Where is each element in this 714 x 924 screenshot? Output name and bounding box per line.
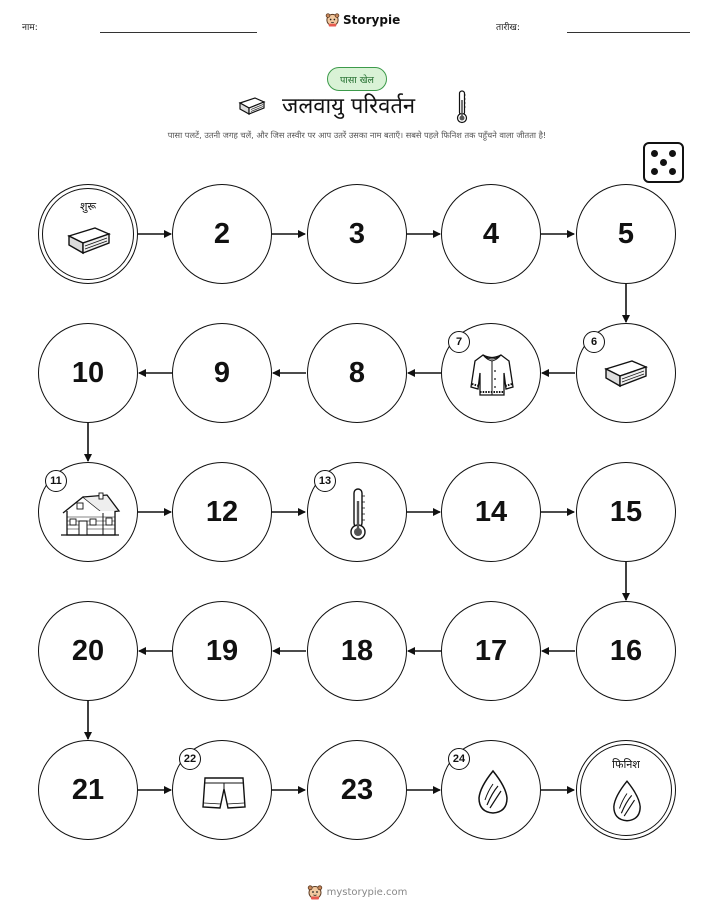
footer-url[interactable]: mystorypie.com: [326, 886, 408, 898]
board-space-19[interactable]: [172, 601, 272, 701]
space-number-badge: 7: [448, 331, 470, 353]
page-title: जलवायु परिवर्तन: [282, 94, 416, 119]
board-space-13[interactable]: [307, 462, 407, 562]
space-number-badge: 22: [179, 748, 201, 770]
shorts-icon: [201, 775, 247, 811]
space-number-badge: 11: [45, 470, 67, 492]
board-space-12[interactable]: [172, 462, 272, 562]
space-number: 5: [617, 217, 635, 250]
water-drop-icon: [611, 779, 643, 823]
thermometer-icon: [455, 90, 469, 124]
space-number: 10: [71, 356, 105, 389]
board-space-24[interactable]: [441, 740, 541, 840]
space-number: 19: [205, 634, 239, 667]
water-drop-icon: [476, 769, 510, 815]
instructions: पासा पलटें, उतनी जगह चलें, और जिस तस्वीर पर आप उतरें उसका नाम बताएँ। सबसे पहले फिनिश तक पहुँचने वाला जीतता है!: [167, 130, 547, 140]
space-number: 21: [71, 773, 105, 806]
space-number: 12: [205, 495, 239, 528]
space-number: 8: [348, 356, 366, 389]
space-number: 3: [348, 217, 366, 250]
start-label: शुरू: [79, 200, 97, 213]
book-icon: [237, 96, 267, 118]
board-space-10[interactable]: [38, 323, 138, 423]
space-number: 15: [609, 495, 643, 528]
brand-logo: [325, 12, 400, 27]
book-icon: [601, 358, 651, 392]
board-space-finish[interactable]: [576, 740, 676, 840]
space-number: 2: [213, 217, 231, 250]
space-number: 23: [340, 773, 374, 806]
space-number: 17: [474, 634, 508, 667]
board-space-11[interactable]: [38, 462, 138, 562]
board-space-15[interactable]: [576, 462, 676, 562]
board-space-23[interactable]: [307, 740, 407, 840]
title-row: [0, 88, 714, 128]
board-space-14[interactable]: [441, 462, 541, 562]
board-space-5[interactable]: [576, 184, 676, 284]
board-space-17[interactable]: [441, 601, 541, 701]
storypie-mascot-icon: [307, 884, 323, 900]
game-type-badge: पासा खेल: [327, 67, 387, 91]
board-space-2[interactable]: [172, 184, 272, 284]
date-label: तारीख:: [496, 23, 520, 33]
footer: [0, 884, 714, 900]
house-icon: [59, 491, 121, 539]
coat-icon: [469, 351, 515, 399]
name-line[interactable]: [100, 32, 257, 33]
board-space-22[interactable]: [172, 740, 272, 840]
space-number: 4: [482, 217, 500, 250]
finish-label: फिनिश: [612, 758, 640, 771]
board-space-4[interactable]: [441, 184, 541, 284]
board-space-21[interactable]: [38, 740, 138, 840]
brand-name: Storypie: [343, 12, 401, 27]
board-space-start[interactable]: [38, 184, 138, 284]
storypie-mascot-icon: [325, 12, 340, 27]
board-space-18[interactable]: [307, 601, 407, 701]
space-number: 14: [474, 495, 508, 528]
space-number-badge: 13: [314, 470, 336, 492]
board-space-7[interactable]: [441, 323, 541, 423]
space-number: 18: [340, 634, 374, 667]
board-space-8[interactable]: [307, 323, 407, 423]
space-number: 16: [609, 634, 643, 667]
space-number: 20: [71, 634, 105, 667]
dice-five-icon: [643, 142, 684, 183]
board-space-9[interactable]: [172, 323, 272, 423]
space-number-badge: 6: [583, 331, 605, 353]
thermometer-icon: [348, 487, 368, 541]
book-icon: [65, 225, 113, 259]
space-number: 9: [213, 356, 231, 389]
board-space-16[interactable]: [576, 601, 676, 701]
space-number-badge: 24: [448, 748, 470, 770]
board-space-20[interactable]: [38, 601, 138, 701]
name-label: नाम:: [22, 23, 38, 33]
date-line[interactable]: [567, 32, 690, 33]
board-space-6[interactable]: [576, 323, 676, 423]
board-space-3[interactable]: [307, 184, 407, 284]
